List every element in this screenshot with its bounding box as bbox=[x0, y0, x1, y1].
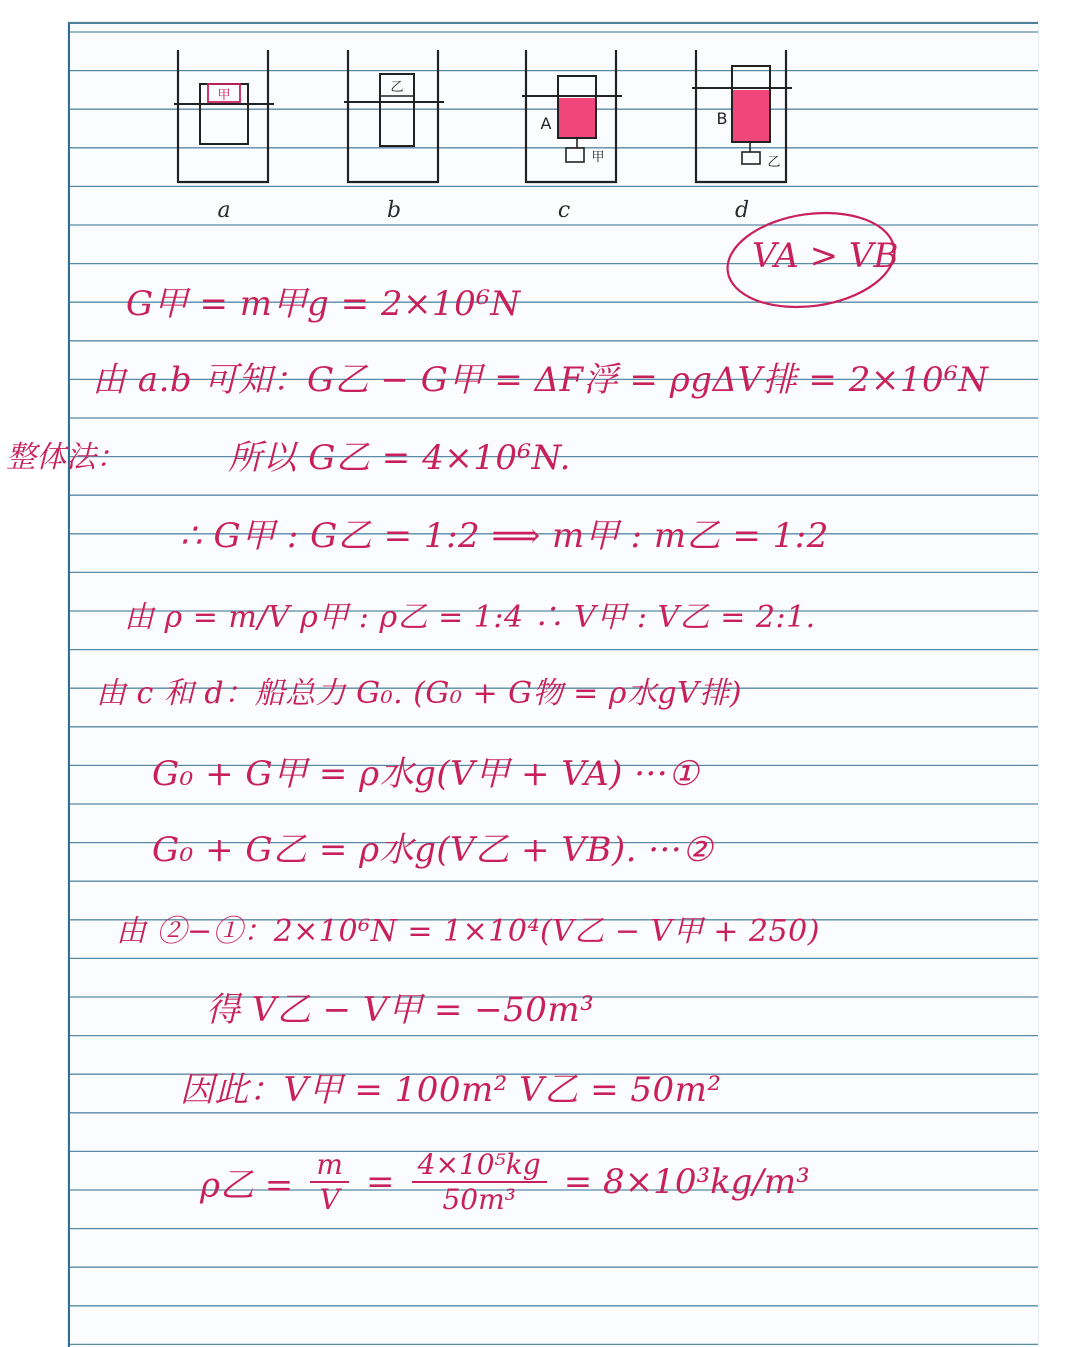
label-block-a: A bbox=[540, 114, 552, 133]
line-7: G₀ + G甲 = ρ水g(V甲 + VA) ···① bbox=[152, 754, 700, 794]
final-lhs: ρ乙 = bbox=[200, 1165, 294, 1206]
fraction-m-over-v bbox=[310, 1148, 349, 1216]
fraction-1-numerator: m bbox=[310, 1148, 349, 1183]
line-1: G甲 = m甲g = 2×10⁶N bbox=[126, 284, 521, 324]
label-weight-yi: 乙 bbox=[767, 155, 781, 170]
diagram-d bbox=[688, 22, 798, 192]
final-equals: = bbox=[366, 1162, 395, 1202]
line-4: ∴ G甲 : G乙 = 1:2 ⟹ m甲 : m乙 = 1:2 bbox=[180, 516, 829, 556]
label-weight-jia: 甲 bbox=[591, 150, 605, 165]
circled-note bbox=[722, 206, 900, 310]
fraction-1-denominator: V bbox=[319, 1183, 340, 1216]
line-10: 得 V乙 − V甲 = −50m³ bbox=[206, 990, 595, 1030]
circled-note-text: VA > VB bbox=[752, 236, 899, 276]
caption-d: d bbox=[734, 198, 750, 223]
fraction-mass-over-volume bbox=[412, 1148, 547, 1216]
diagram-b bbox=[340, 22, 450, 192]
label-block-b: B bbox=[716, 109, 728, 128]
label-yi: 乙 bbox=[390, 80, 404, 95]
final-equation bbox=[200, 1148, 810, 1216]
line-8: G₀ + G乙 = ρ水g(V乙 + VB). ···② bbox=[152, 830, 714, 870]
line-6: 由 c 和 d：船总力 G₀. (G₀ + G物 = ρ水gV排) bbox=[96, 676, 743, 711]
caption-a: a bbox=[217, 198, 231, 223]
final-result: = 8×10³kg/m³ bbox=[563, 1162, 810, 1202]
line-3: 所以 G乙 = 4×10⁶N. bbox=[228, 438, 571, 478]
line-9: 由 ②−①：2×10⁶N = 1×10⁴(V乙 − V甲 + 250) bbox=[116, 914, 820, 949]
diagram-a bbox=[170, 22, 280, 192]
line-2: 由 a.b 可知：G乙 − G甲 = ΔF浮 = ρgΔV排 = 2×10⁶N bbox=[92, 360, 989, 400]
line-11: 因此：V甲 = 100m² V乙 = 50m² bbox=[180, 1070, 722, 1110]
caption-c: c bbox=[557, 198, 571, 223]
fraction-2-denominator: 50m³ bbox=[442, 1183, 516, 1216]
line-5: 由 ρ = m/V ρ甲 : ρ乙 = 1:4 ∴ V甲 : V乙 = 2:1. bbox=[124, 600, 816, 635]
caption-b: b bbox=[386, 198, 402, 223]
diagram-c bbox=[518, 22, 628, 192]
fraction-2-numerator: 4×10⁵kg bbox=[412, 1148, 547, 1183]
margin-note: 整体法： bbox=[6, 440, 126, 475]
label-jia: 甲 bbox=[217, 88, 231, 103]
